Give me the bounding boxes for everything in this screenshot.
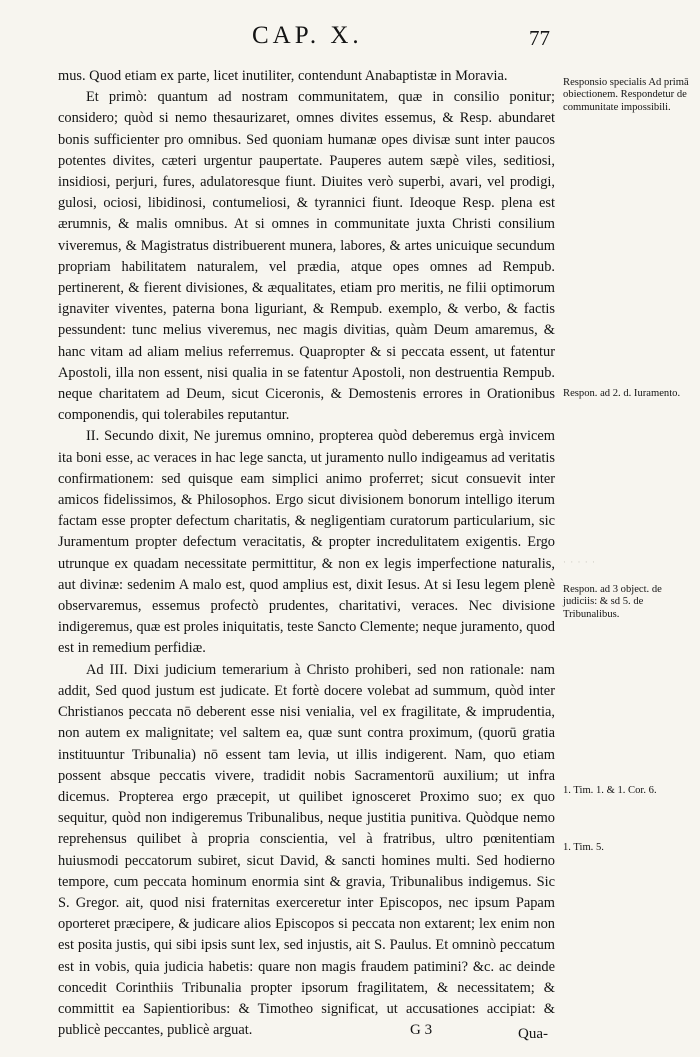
margin-note-citation-a: 1. Tim. 1. & 1. Cor. 6. [563, 785, 657, 796]
paragraph-first-response: Et primò: quantum ad nostram communitatem, quæ in consilio ponitur; considero; quòd si nemo thesaurizaret, omnes divites essemus, & Resp. abundaret bonis sufficienter pro omnibus. Sed quoniam humanæ opes divisæ sunt inter paucos potentes divites, cæteri urgentur paupertate. Pauperes autem sæpè viles, seditiosi, insidiosi, perjuri, fures, adulatoresque fiunt. Diuites verò superbi, avari, vel prodigi, gulosi, ociosi, libidinosi, contumeliosi, & tyrannici fiunt. Ideoque Resp. plena est ærumnis, & malis omnibus. At si omnes in communitate juxta Christi consilium viveremus, & Magistratus distribuerent munera, labores, & artes unicuique secundum propriam habilitatem naturalem, vel prædia, atque opes omnes ad Rempub. pertinerent, & fierent divisiones, & æqualitates, etiam pro meritis, ne filii optimorum ignaviter viventes, paterna bona liguriant, & Rempub. exemplo, & verbo, & factis pessundent: tunc melius viveremus, nec magis divitias, quàm Deum amaremus, & hanc vitam ad aliam melius referremus. Quapropter & si peccata essent, ut fatentur Apostoli, illa non essent, nisi qualia in se fatentur Apostoli, non destruentia Rempub. neque charitatem ad Deum, sicut Ciceronis, & Demostenis errores in Orationibus componendis, qui tolerabiles reputantur. [58, 89, 555, 424]
paragraph-continuation: mus. Quod etiam ex parte, licet inutiliter, contendunt Anabaptistæ in Moravia. [58, 68, 508, 84]
margin-note-second: Respon. ad 2. d. Iuramento. [563, 388, 681, 399]
main-text [58, 66, 555, 1041]
signature-mark: G 3 [410, 1022, 433, 1038]
page-number: 77 [529, 26, 550, 50]
margin-note-third: Respon. ad 3 object. de judiciis: & sd 5. de Tribunalibus. [563, 584, 662, 620]
chapter-heading: CAP. X. [252, 22, 363, 49]
paragraph-second-response: II. Secundo dixit, Ne juremus omnino, propterea quòd deberemus ergà invicem ita boni esse, ac veraces in hac lege sancta, ut juramento nullo indigeamus ad veritatis confirmationem: sed quisque eam simplici animo proferret; sicut consuevit inter amicos fidelissimos, & Philosophos. Ergo sicut divisionem bonorum intelligo iterum factam esse propter defectum charitatis, & negligentiam curatorum particularium, sic Juramentum propter defectum veracitatis, & propter incredulitatem exigentis. Ergo utrunque ex quadam necessitate permittitur, & non ex legis imperfectione naturalis, aut divinæ: sedenim A malo est, quod amplius est, dixit Iesus. At si Iesu legem plenè observaremus, essemus profectò prudentes, charitativi, veraces. Nec divisione indigeremus, quæ est proles iniquitatis, teste Sancto Clemente; neque juramento, quod est in remedium perfidiæ. [58, 428, 555, 657]
bleed-through-mark: · · · · · [563, 557, 596, 567]
margin-note-first: Responsio specialis Ad primā obiectionem. Respondetur de communitate impossibili. [563, 77, 689, 113]
margin-note-citation-b: 1. Tim. 5. [563, 842, 604, 853]
catchword: Qua- [518, 1026, 548, 1042]
paragraph-third-response: Ad III. Dixi judicium temerarium à Christo prohiberi, sed non rationale: nam addit, Sed quod justum est judicate. Et fortè docere volebat ad summum, quòd inter Christianos peccata nō deberent esse nisi venialia, vel ex fragilitate, & imprudentia, non autem ex malignitate; vel saltem ea, quæ sunt contra proximum, (quorū gratia instituuntur Tribunalia) nō essent tam levia, ut illis indigerent. Nam, quo etiam possent absque peccatis vivere, tradidit nobis Sacramentorū auxilium; ut infra dicemus. Propterea ergo præcepit, ut quilibet ignosceret Proximo suo; ex quo sequitur, quòd non indigeremus Tribunalibus, neque justitia punitiva. Quòdque nemo reprehensus quilibet à propria conscientia, vel à fratribus, ultro pœnitentiam huiusmodi peccatorum subiret, sicut David, & sancti homines multi. Sed hodierno tempore, cum peccata hominum enormia sint & gravia, Tribunalibus indigemus. Sic S. Gregor. ait, quod nisi fraternitas exerceretur inter Episcopos, nec ipsum Papam oporteret præcipere, & judicare alios Episcopos si peccata non extarent; lex enim non est posita justis, qui sibi ipsis sunt lex, sed injustis, ait S. Paulus. Et omninò peccatum est in vobis, quia judicia habetis: quare non magis fraudem patimini? &c. ac deinde concedit Corinthiis Tribunalia propter ipsorum fragilitatem, & necessitatem; & committit ea Sapientioribus: & Timotheo significat, ut accusationes accipiat: & publicè peccantes, publicè arguat. [58, 661, 555, 1039]
